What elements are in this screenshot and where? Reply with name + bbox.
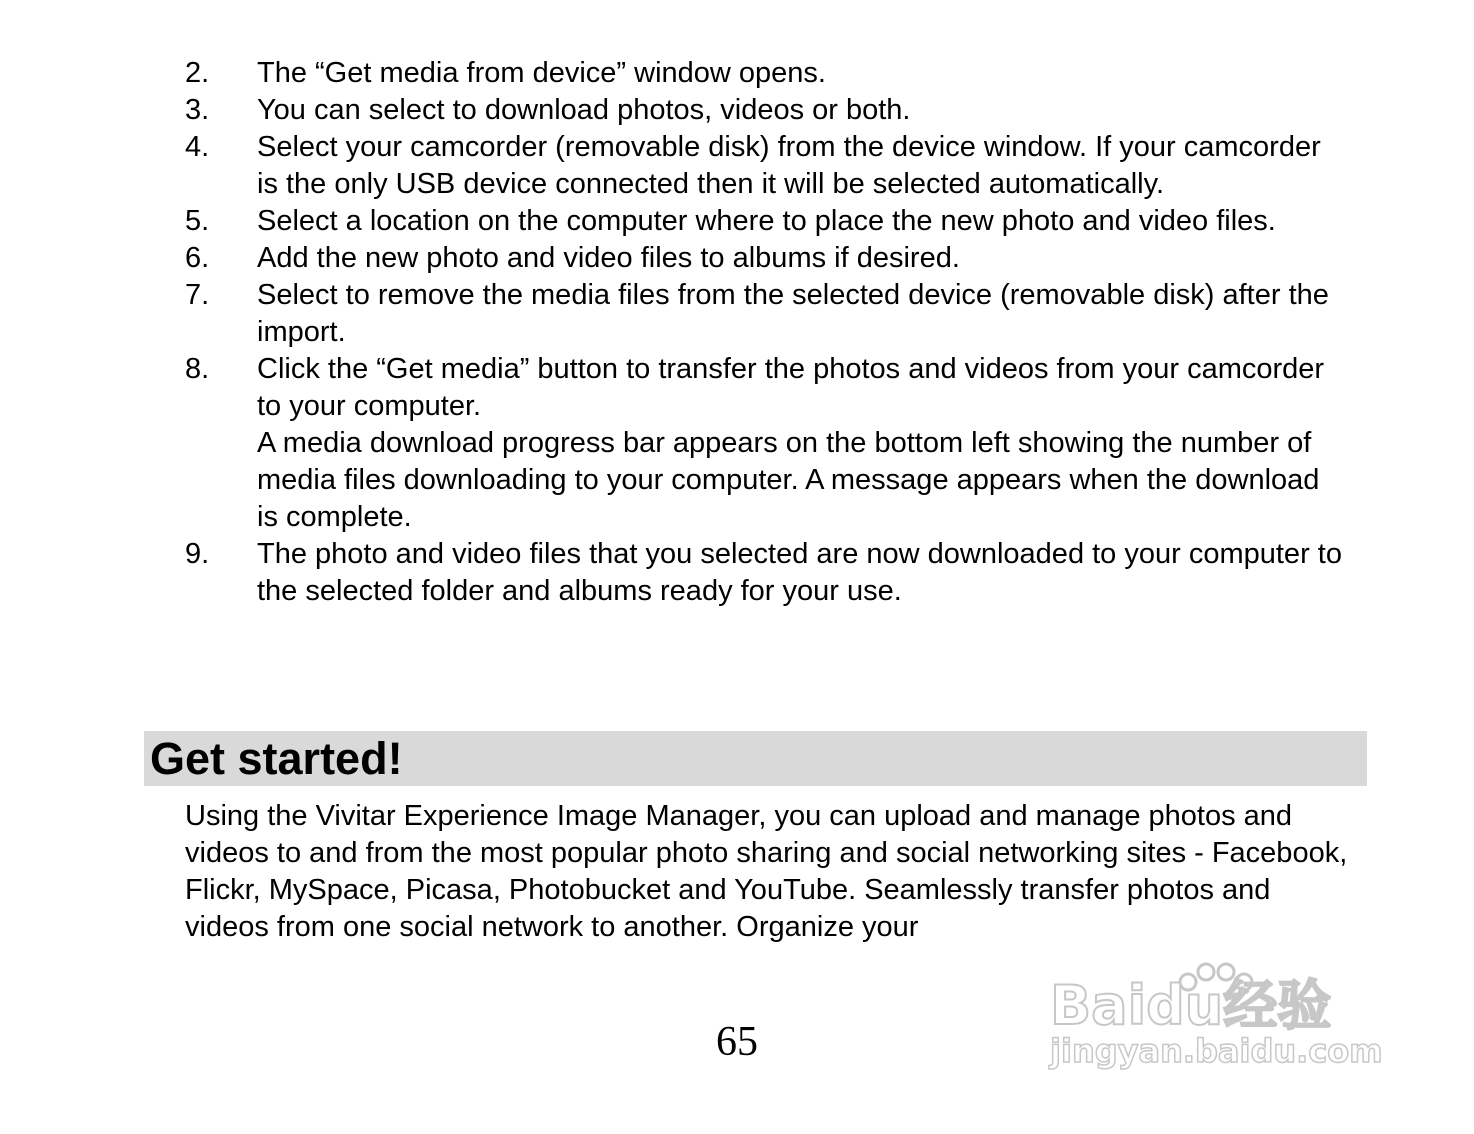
step-text: You can select to download photos, videos or both. (257, 94, 911, 126)
step-item (185, 203, 1345, 240)
step-text: The “Get media from device” window opens. (257, 57, 826, 89)
section-heading: Get started! (144, 731, 1367, 786)
step-number: 2. (185, 57, 210, 89)
step-number: 7. (185, 279, 210, 311)
step-text: Select your camcorder (removable disk) from the device window. If your camcorder is the only USB device connected then it will be selected automatically. (257, 131, 1321, 200)
baidu-jingyan-watermark-logo (1030, 950, 1390, 1075)
step-item (185, 92, 1345, 129)
step-text: Click the “Get media” button to transfer the photos and videos from your camcorder to your computer. (257, 353, 1325, 422)
step-number: 3. (185, 94, 210, 126)
step-text: Add the new photo and video files to albums if desired. (257, 242, 960, 274)
watermark-url-text: jingyan.baidu.com (1050, 1032, 1383, 1070)
step-item (185, 129, 1345, 203)
step-number: 5. (185, 205, 210, 237)
step-text: Select a location on the computer where to place the new photo and video files. (257, 205, 1276, 237)
step-item (185, 536, 1345, 610)
page-number: 65 (716, 1019, 758, 1065)
step-text-container (257, 351, 1345, 536)
step-text: Select to remove the media files from the selected device (removable disk) after the import. (257, 279, 1329, 348)
step-text: The photo and video files that you selected are now downloaded to your computer to the selected folder and albums ready for your use. (257, 538, 1342, 607)
step-number: 4. (185, 131, 210, 163)
section-intro-paragraph: Using the Vivitar Experience Image Manager, you can upload and manage photos and videos to and from the most popular photo sharing and social networking sites - Facebook, Flickr, MySpace, Picasa, Photobucket and YouTube. Seamlessly transfer photos and videos from one social network to another. Organize your (185, 800, 1348, 943)
watermark-brand-text: Baidu经验 (1050, 974, 1332, 1037)
step-number: 8. (185, 353, 210, 385)
step-item (185, 240, 1345, 277)
instruction-steps (185, 55, 1345, 610)
step-item (185, 277, 1345, 351)
step-item (185, 55, 1345, 92)
step-number: 6. (185, 242, 210, 274)
step-note: A media download progress bar appears on the bottom left showing the number of media files downloading to your computer. A message appears when the download is complete. (257, 427, 1320, 533)
step-item (185, 351, 1345, 536)
step-number: 9. (185, 538, 210, 570)
